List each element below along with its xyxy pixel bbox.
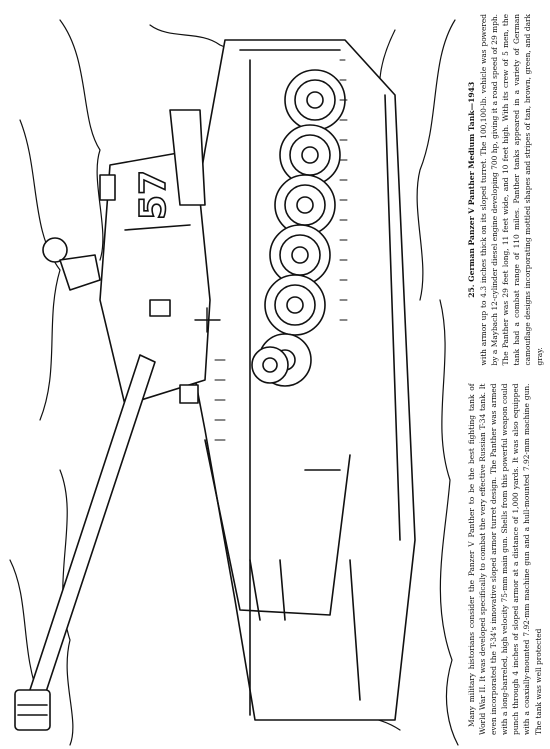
caption-title: 25. German Panzer V Panther Medium Tank—1943 xyxy=(467,81,476,298)
front-idler xyxy=(252,347,288,383)
caption-block xyxy=(462,0,550,749)
caption-column-right xyxy=(466,14,550,366)
caption-column-left xyxy=(466,384,550,736)
caption-paragraph-part2: with armor up to 4.3 inches thick on its sloped turret. The 100,100-lb. vehicle was powered by a Maybach 12-cylinder diesel engine developing 700 hp, giving it a road speed of 29 mph. The Panther was 29 feet long, 11 feet wide, and 10 feet high. With its crew of 5 men, the tank had a combat range of 110 miles. Panther tanks appeared in a variety of German camouflage designs incorporating mottled shapes and stripes of tan, brown, green, and dark gray. xyxy=(479,14,544,366)
main-gun xyxy=(15,355,155,730)
caption-paragraph-part1: Many military historians consider the Panzer V Panther to be the best fighting tank of World War II. It was developed specifically to combat the very effective Russian T-34 tank. It even incorporated the T-34's innovative sloped armor turret design. The Panther was armed with a long-barreled, high velocity 75-mm main gun. Shells from this powerful weapon could punch through 4 inches of sloped armor at a distance of 1,000 yards. It was also equipped with a coaxially-mounted 7.92-mm machine gun and a hull-mounted 7.92-mm machine gun. The tank was well protected xyxy=(467,383,543,735)
tank-commander xyxy=(43,238,100,290)
turret-number: 57 xyxy=(133,169,174,220)
